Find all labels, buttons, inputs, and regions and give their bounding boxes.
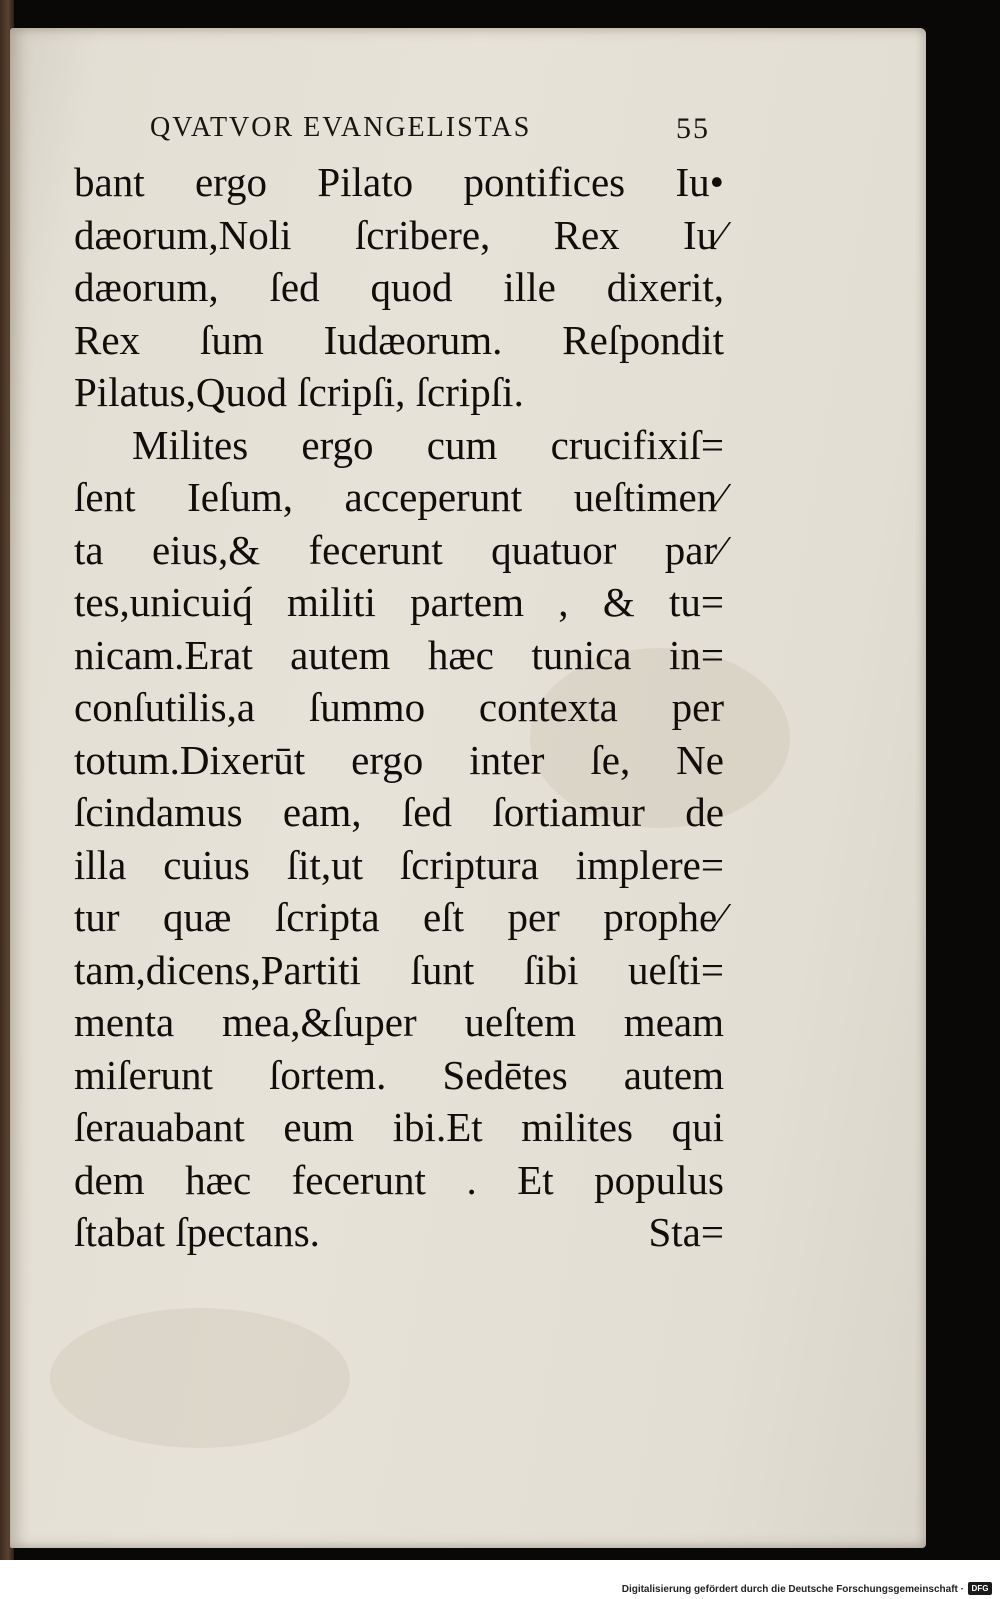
- text-block: [74, 156, 724, 1259]
- text-line: Rex ſum Iudæorum. Reſpondit: [74, 316, 724, 363]
- funding-credit: Digitalisierung gefördert durch die Deutsche Forschungsgemeinschaft ·: [621, 1584, 964, 1595]
- text-line: tes,unicuiq́ militi partem , & tu=: [74, 579, 724, 625]
- text-line: nicam.Erat autem hæc tunica in=: [74, 631, 724, 678]
- text-line: dæorum, ſed quod ille dixerit,: [74, 264, 724, 310]
- text-line: Pilatus,Quod ſcripſi, ſcripſi.: [74, 369, 524, 415]
- page-header: [150, 112, 710, 152]
- text-line: ta eius,& fecerunt quatuor par⁄: [74, 526, 724, 573]
- folio-number: 55: [676, 112, 710, 145]
- final-line: [74, 1206, 724, 1259]
- footer-bar: [0, 1560, 1000, 1599]
- page-stain: [50, 1308, 350, 1448]
- text-line: conſutilis,a ſummo contexta per: [74, 684, 724, 730]
- text-line: menta mea,&ſuper ueſtem meam: [74, 999, 724, 1045]
- text-line: tur quæ ſcripta eſt per prophe⁄: [74, 894, 724, 940]
- text-line: miſerunt ſortem. Sedētes autem: [74, 1051, 724, 1098]
- text-line: tam,dicens,Partiti ſunt ſibi ueſti=: [74, 946, 724, 993]
- text-line: Milites ergo cum crucifixiſ=: [132, 421, 724, 468]
- running-title: QVATVOR EVANGELISTAS: [150, 112, 532, 143]
- dfg-logo: DFG: [968, 1582, 992, 1595]
- text-line: ſent Ieſum, acceperunt ueſtimen⁄: [74, 474, 724, 520]
- text-line: ſcindamus eam, ſed ſortiamur de: [74, 789, 724, 835]
- text-line: illa cuius ſit,ut ſcriptura implere=: [74, 841, 724, 888]
- text-line: totum.Dixerūt ergo inter ſe, Ne: [74, 736, 724, 783]
- text-line: bant ergo Pilato pontifices Iu•: [74, 159, 724, 205]
- text-line: dæorum,Noli ſcribere, Rex Iu⁄: [74, 211, 724, 258]
- text-line: ſerauabant eum ibi.Et milites qui: [74, 1104, 724, 1150]
- text-line: ſtabat ſpectans.: [74, 1209, 320, 1255]
- catchword: Sta=: [648, 1209, 724, 1255]
- text-line: dem hæc fecerunt . Et populus: [74, 1156, 724, 1203]
